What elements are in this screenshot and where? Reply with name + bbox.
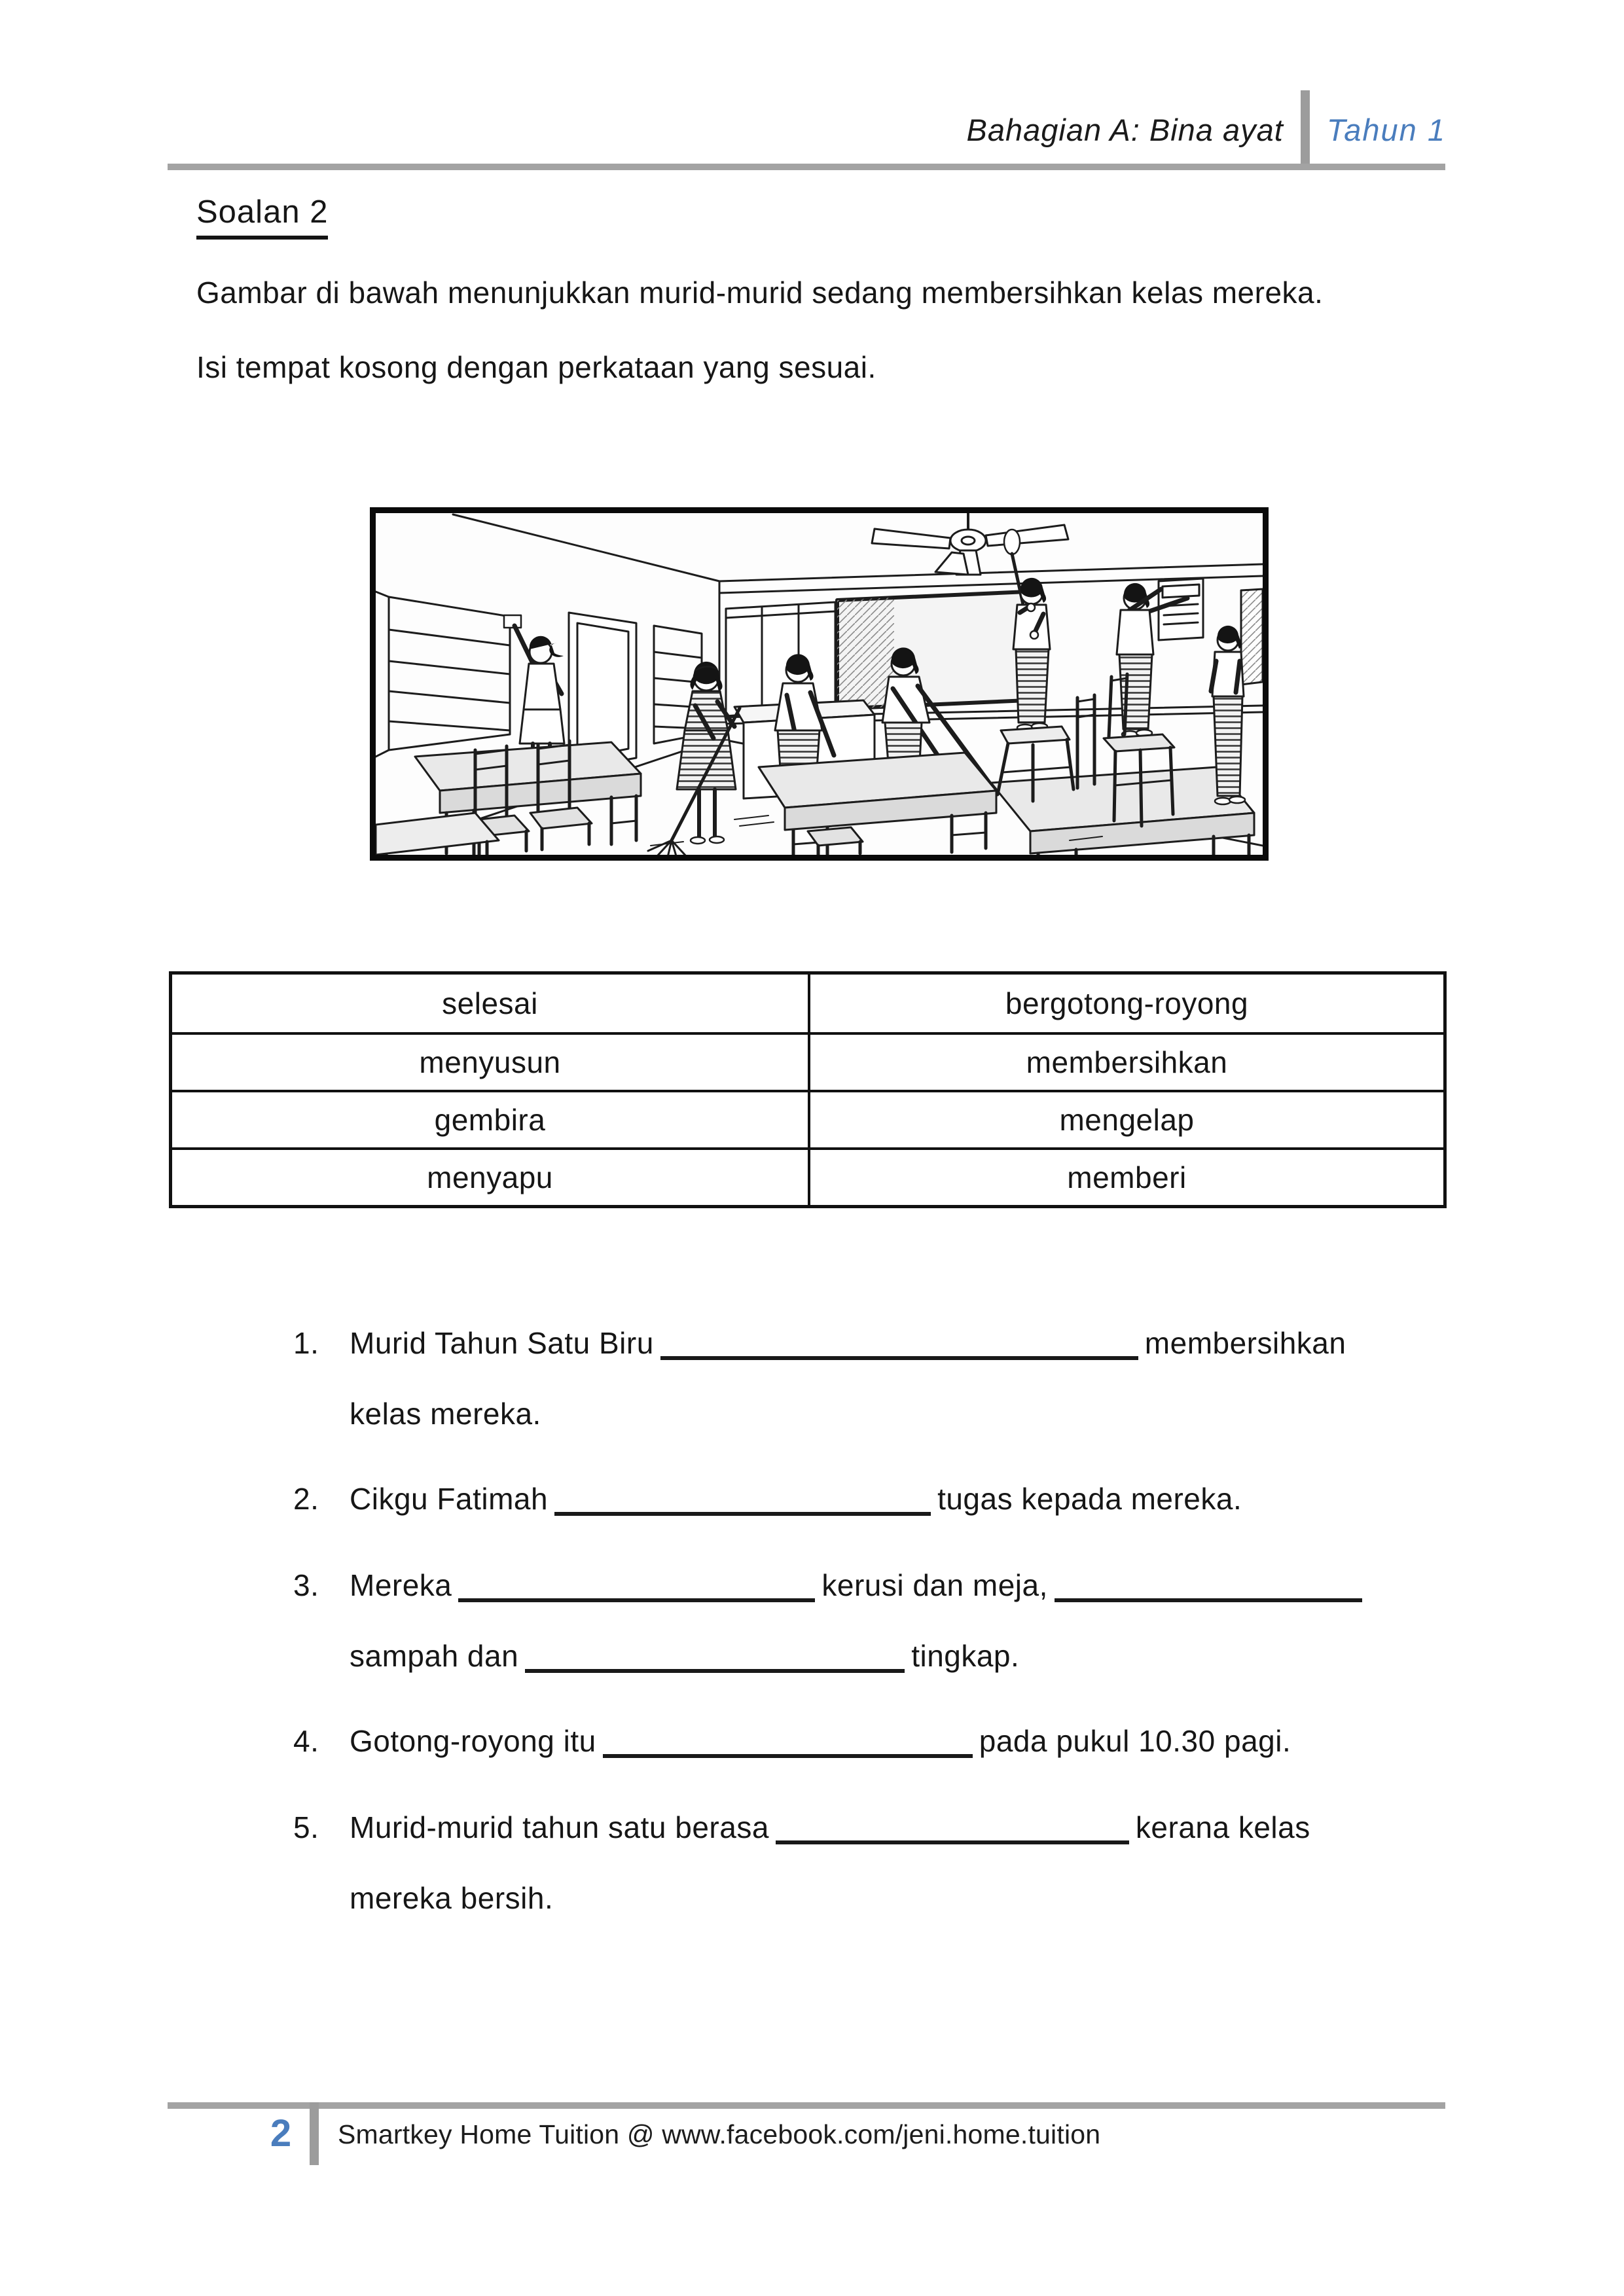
answer-blank-4[interactable]	[603, 1725, 973, 1758]
header-divider	[1301, 90, 1310, 169]
question-number: 3.	[293, 1568, 319, 1602]
question-text: mereka bersih.	[350, 1881, 554, 1915]
word-bank-table	[169, 971, 1447, 1208]
footer-divider	[310, 2102, 319, 2165]
question-text: kerana kelas	[1135, 1810, 1310, 1844]
word-bank-cell: membersihkan	[808, 1032, 1443, 1090]
word-bank-cell: selesai	[442, 986, 538, 1020]
word-bank-cell: menyusun	[172, 1032, 808, 1090]
header-section-title: Bahagian A: Bina ayat	[966, 112, 1284, 147]
header-rule	[168, 164, 1445, 170]
header-year-label: Tahun 1	[1326, 112, 1446, 147]
answer-blank-3c[interactable]	[525, 1640, 905, 1673]
word-bank-cell: memberi	[808, 1147, 1443, 1205]
question-1	[293, 1308, 1419, 1449]
classroom-illustration	[370, 507, 1269, 861]
question-text: sampah dan	[350, 1639, 519, 1673]
question-text: kelas mereka.	[350, 1397, 541, 1431]
classroom-illustration-drawing	[376, 513, 1263, 855]
question-3	[293, 1550, 1419, 1691]
word-bank-cell: mengelap	[808, 1090, 1443, 1147]
question-number: 5.	[293, 1810, 319, 1844]
question-text: Murid-murid tahun satu berasa	[350, 1810, 769, 1844]
question-2	[293, 1463, 1419, 1534]
answer-blank-5[interactable]	[776, 1812, 1129, 1844]
question-text: kerusi dan meja,	[821, 1568, 1048, 1602]
question-text: Cikgu Fatimah	[350, 1482, 549, 1516]
question-heading: Soalan 2	[196, 194, 328, 240]
question-text: tingkap.	[911, 1639, 1020, 1673]
question-number: 4.	[293, 1724, 319, 1758]
word-bank-cell: gembira	[172, 1090, 808, 1147]
instruction-line-1: Gambar di bawah menunjukkan murid-murid sedang membersihkan kelas mereka.	[196, 276, 1324, 310]
question-4	[293, 1706, 1419, 1776]
answer-blank-3b[interactable]	[1055, 1570, 1362, 1602]
pupil-standing	[1211, 626, 1245, 804]
page-header	[966, 90, 1446, 169]
footer-text: Smartkey Home Tuition @ www.facebook.com/jeni.home.tuition	[338, 2119, 1101, 2149]
answer-blank-2[interactable]	[554, 1483, 931, 1516]
word-bank-cell: menyapu	[172, 1147, 808, 1205]
answer-blank-3a[interactable]	[458, 1570, 815, 1602]
question-text: Murid Tahun Satu Biru	[350, 1326, 654, 1360]
word-bank-cell: bergotong-royong	[808, 975, 1443, 1032]
instruction-line-2: Isi tempat kosong dengan perkataan yang sesuai.	[196, 350, 876, 384]
question-text: Mereka	[350, 1568, 452, 1602]
question-text: Gotong-royong itu	[350, 1724, 596, 1758]
question-number: 2.	[293, 1482, 319, 1516]
footer-rule	[168, 2102, 1445, 2109]
question-5	[293, 1792, 1419, 1933]
question-text: pada pukul 10.30 pagi.	[979, 1724, 1291, 1758]
question-text: membersihkan	[1144, 1326, 1346, 1360]
page-number: 2	[270, 2112, 292, 2155]
question-text: tugas kepada mereka.	[937, 1482, 1242, 1516]
question-number: 1.	[293, 1326, 319, 1360]
answer-blank-1[interactable]	[660, 1327, 1138, 1360]
